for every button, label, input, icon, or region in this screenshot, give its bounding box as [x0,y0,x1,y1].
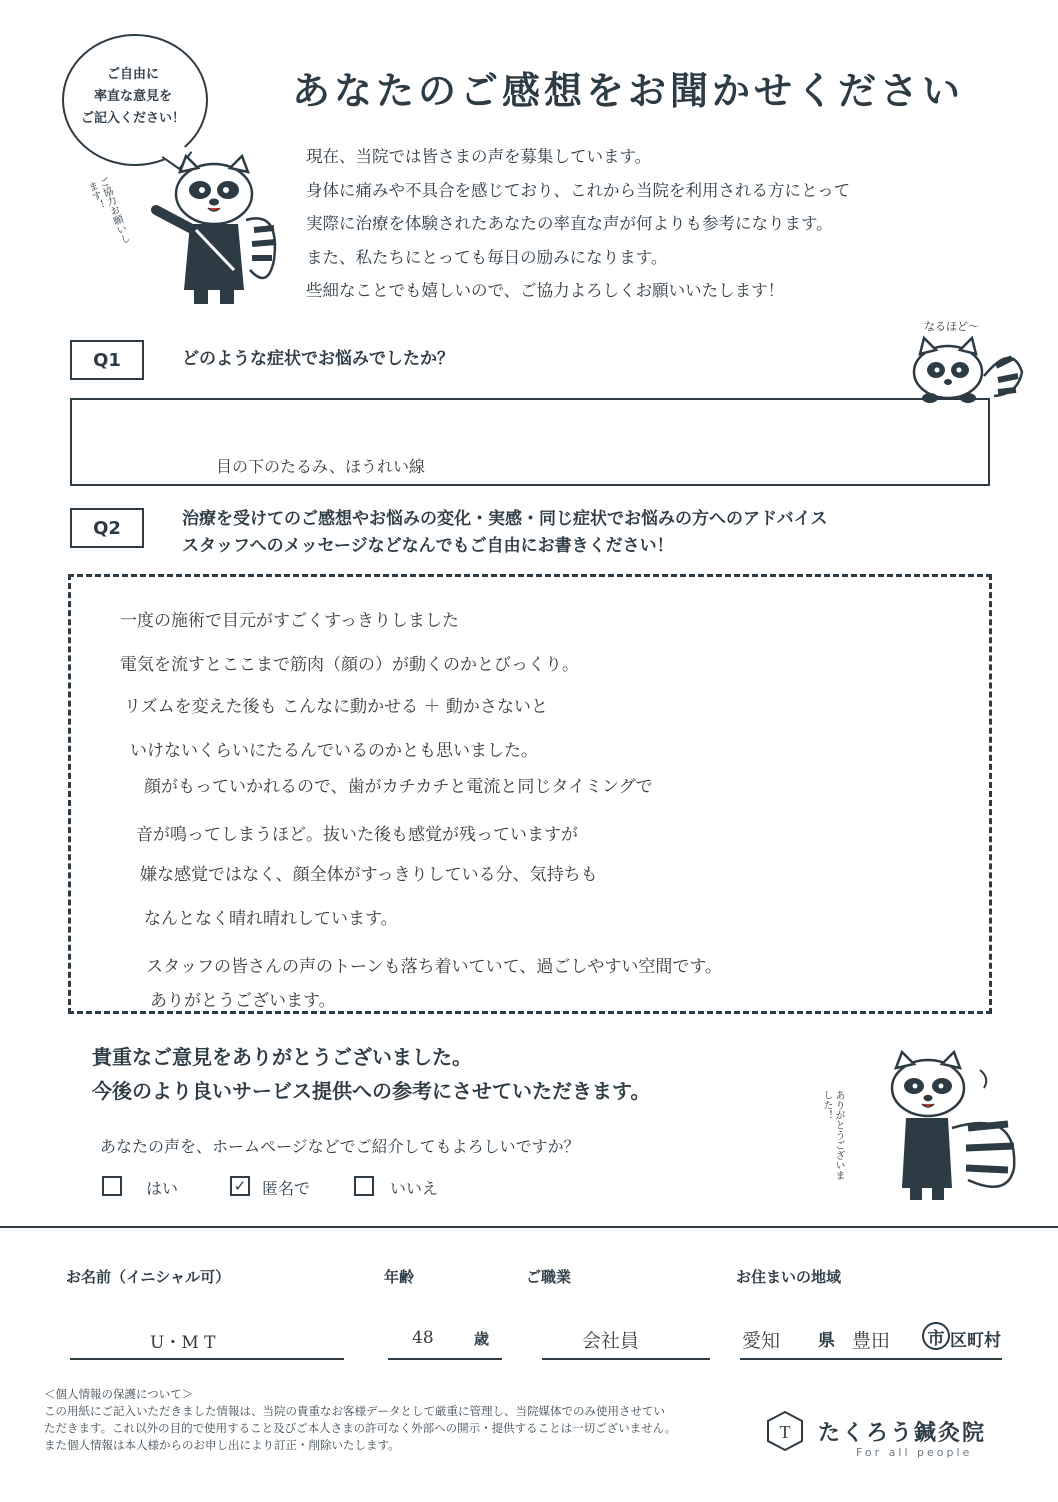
name-value: U・M T [150,1333,216,1353]
intro-text: 現在、当院では皆さまの声を募集しています。 身体に痛みや不具合を感じており、これから当院を利用される方にとって 実際に治療を体験されたあなたの率直な声が何よりも参考になります。 また、私たちにとっても毎日の励みになります。 些細なことでも嬉しいので、ご協力よろしくお願いいたします！ [306,147,851,300]
thanks-message: 貴重なご意見をありがとうございました。 今後のより良いサービス提供への参考にさせていただきます。 [92,1045,651,1103]
raccoon-mascot-icon [150,150,290,310]
side-note: ご協力お願いします！ [84,176,131,246]
q2-answer-line: 顔がもっていかれるので、歯がカチカチと電流と同じタイミングで [144,777,653,797]
name-field-line[interactable] [70,1358,344,1360]
q2-answer-line: 音が鳴ってしまうほど。抜いた後も感覚が残っていますが [136,825,578,845]
age-field-line[interactable] [388,1358,502,1360]
q2-answer-line: 電気を流すとここまで筋肉（顔の）が動くのかとびっくり。 [120,655,579,675]
job-value: 会社員 [582,1330,640,1352]
area-field-line[interactable] [740,1358,1002,1360]
pref-value: 愛知 [742,1330,781,1352]
speech-bubble-text: ご自由に 率直な意見を ご記入ください！ [80,67,185,126]
consent-anonymous-checkbox[interactable] [230,1176,250,1196]
q1-answer: 目の下のたるみ、ほうれい線 [216,457,425,476]
q1-mascot-note: なるほど〜 [924,320,979,333]
consent-no-label: いいえ [390,1179,439,1198]
q2-answer-line: 一度の施術で目元がすごくすっきりしました [120,611,459,631]
clinic-tagline: For all people [856,1446,973,1459]
q2-answer-line: スタッフの皆さんの声のトーンも落ち着いていて、過ごしやすい空間です。 [146,957,722,977]
pref-unit: 県 [818,1331,835,1351]
q2-answer-line: 嫌な感覚ではなく、顔全体がすっきりしている分、気持ちも [140,865,598,885]
consent-yes-checkbox[interactable] [102,1176,122,1196]
bowing-raccoon-icon [868,1048,1028,1208]
mascot-note-thanks: ありがとうございました！ [821,1090,844,1180]
city-unit-circled: 市 [922,1322,950,1350]
section-divider [0,1226,1058,1228]
consent-no-checkbox[interactable] [354,1176,374,1196]
logo-mark: T [779,1422,791,1442]
q2-answer-line: なんとなく晴れ晴れしています。 [144,909,398,929]
city-unit-rest: 区町村 [950,1331,1001,1351]
q2-answer-line: リズムを変えた後も こんなに動かせる ＋ 動かさないと [124,697,548,717]
page-title: あなたのご感想をお聞かせください [292,69,965,113]
clinic-logo-icon [766,1410,804,1452]
city-value: 豊田 [852,1330,891,1352]
area-label: お住まいの地域 [736,1268,842,1286]
q2-label: Q2 [70,508,144,548]
q2-answer-line: いけないくらいにたるんでいるのかとも思いました。 [130,741,538,761]
job-label: ご職業 [526,1268,572,1286]
age-value: 48 [412,1328,434,1348]
q2-answer-line: ありがとうございます。 [150,991,336,1011]
consent-yes-label: はい [146,1179,179,1198]
privacy-notice: ＜個人情報の保護について＞ この用紙にご記入いただきました情報は、当院の貴重なお客様データとして厳重に管理し、当院媒体でのみ使用させてい ただきます。これ以外の目的で使用すること及びご本人さまの許可なく外部への開示・提供することは一切ございません。 また個人情報は本人様からのお申し出により訂正・削除いたします。 [44,1387,677,1452]
age-label: 年齢 [384,1268,415,1286]
check-mark-icon: ✓ [233,1177,247,1195]
clinic-name: たくろう鍼灸院 [818,1421,987,1446]
peeking-raccoon-icon [900,332,1030,404]
q2-question: 治療を受けてのご感想やお悩みの変化・実感・同じ症状でお悩みの方へのアドバイス スタッフへのメッセージなどなんでもご自由にお書きください！ [182,509,828,556]
q1-answer-box[interactable] [70,398,990,486]
name-label: お名前（イニシャル可） [66,1268,231,1286]
q1-question: どのような症状でお悩みでしたか？ [182,349,454,369]
age-unit: 歳 [474,1330,490,1348]
consent-question: あなたの声を、ホームページなどでご紹介してもよろしいですか？ [100,1137,580,1156]
consent-anonymous-label: 匿名で [262,1179,311,1198]
q1-label: Q1 [70,340,144,380]
job-field-line[interactable] [542,1358,710,1360]
